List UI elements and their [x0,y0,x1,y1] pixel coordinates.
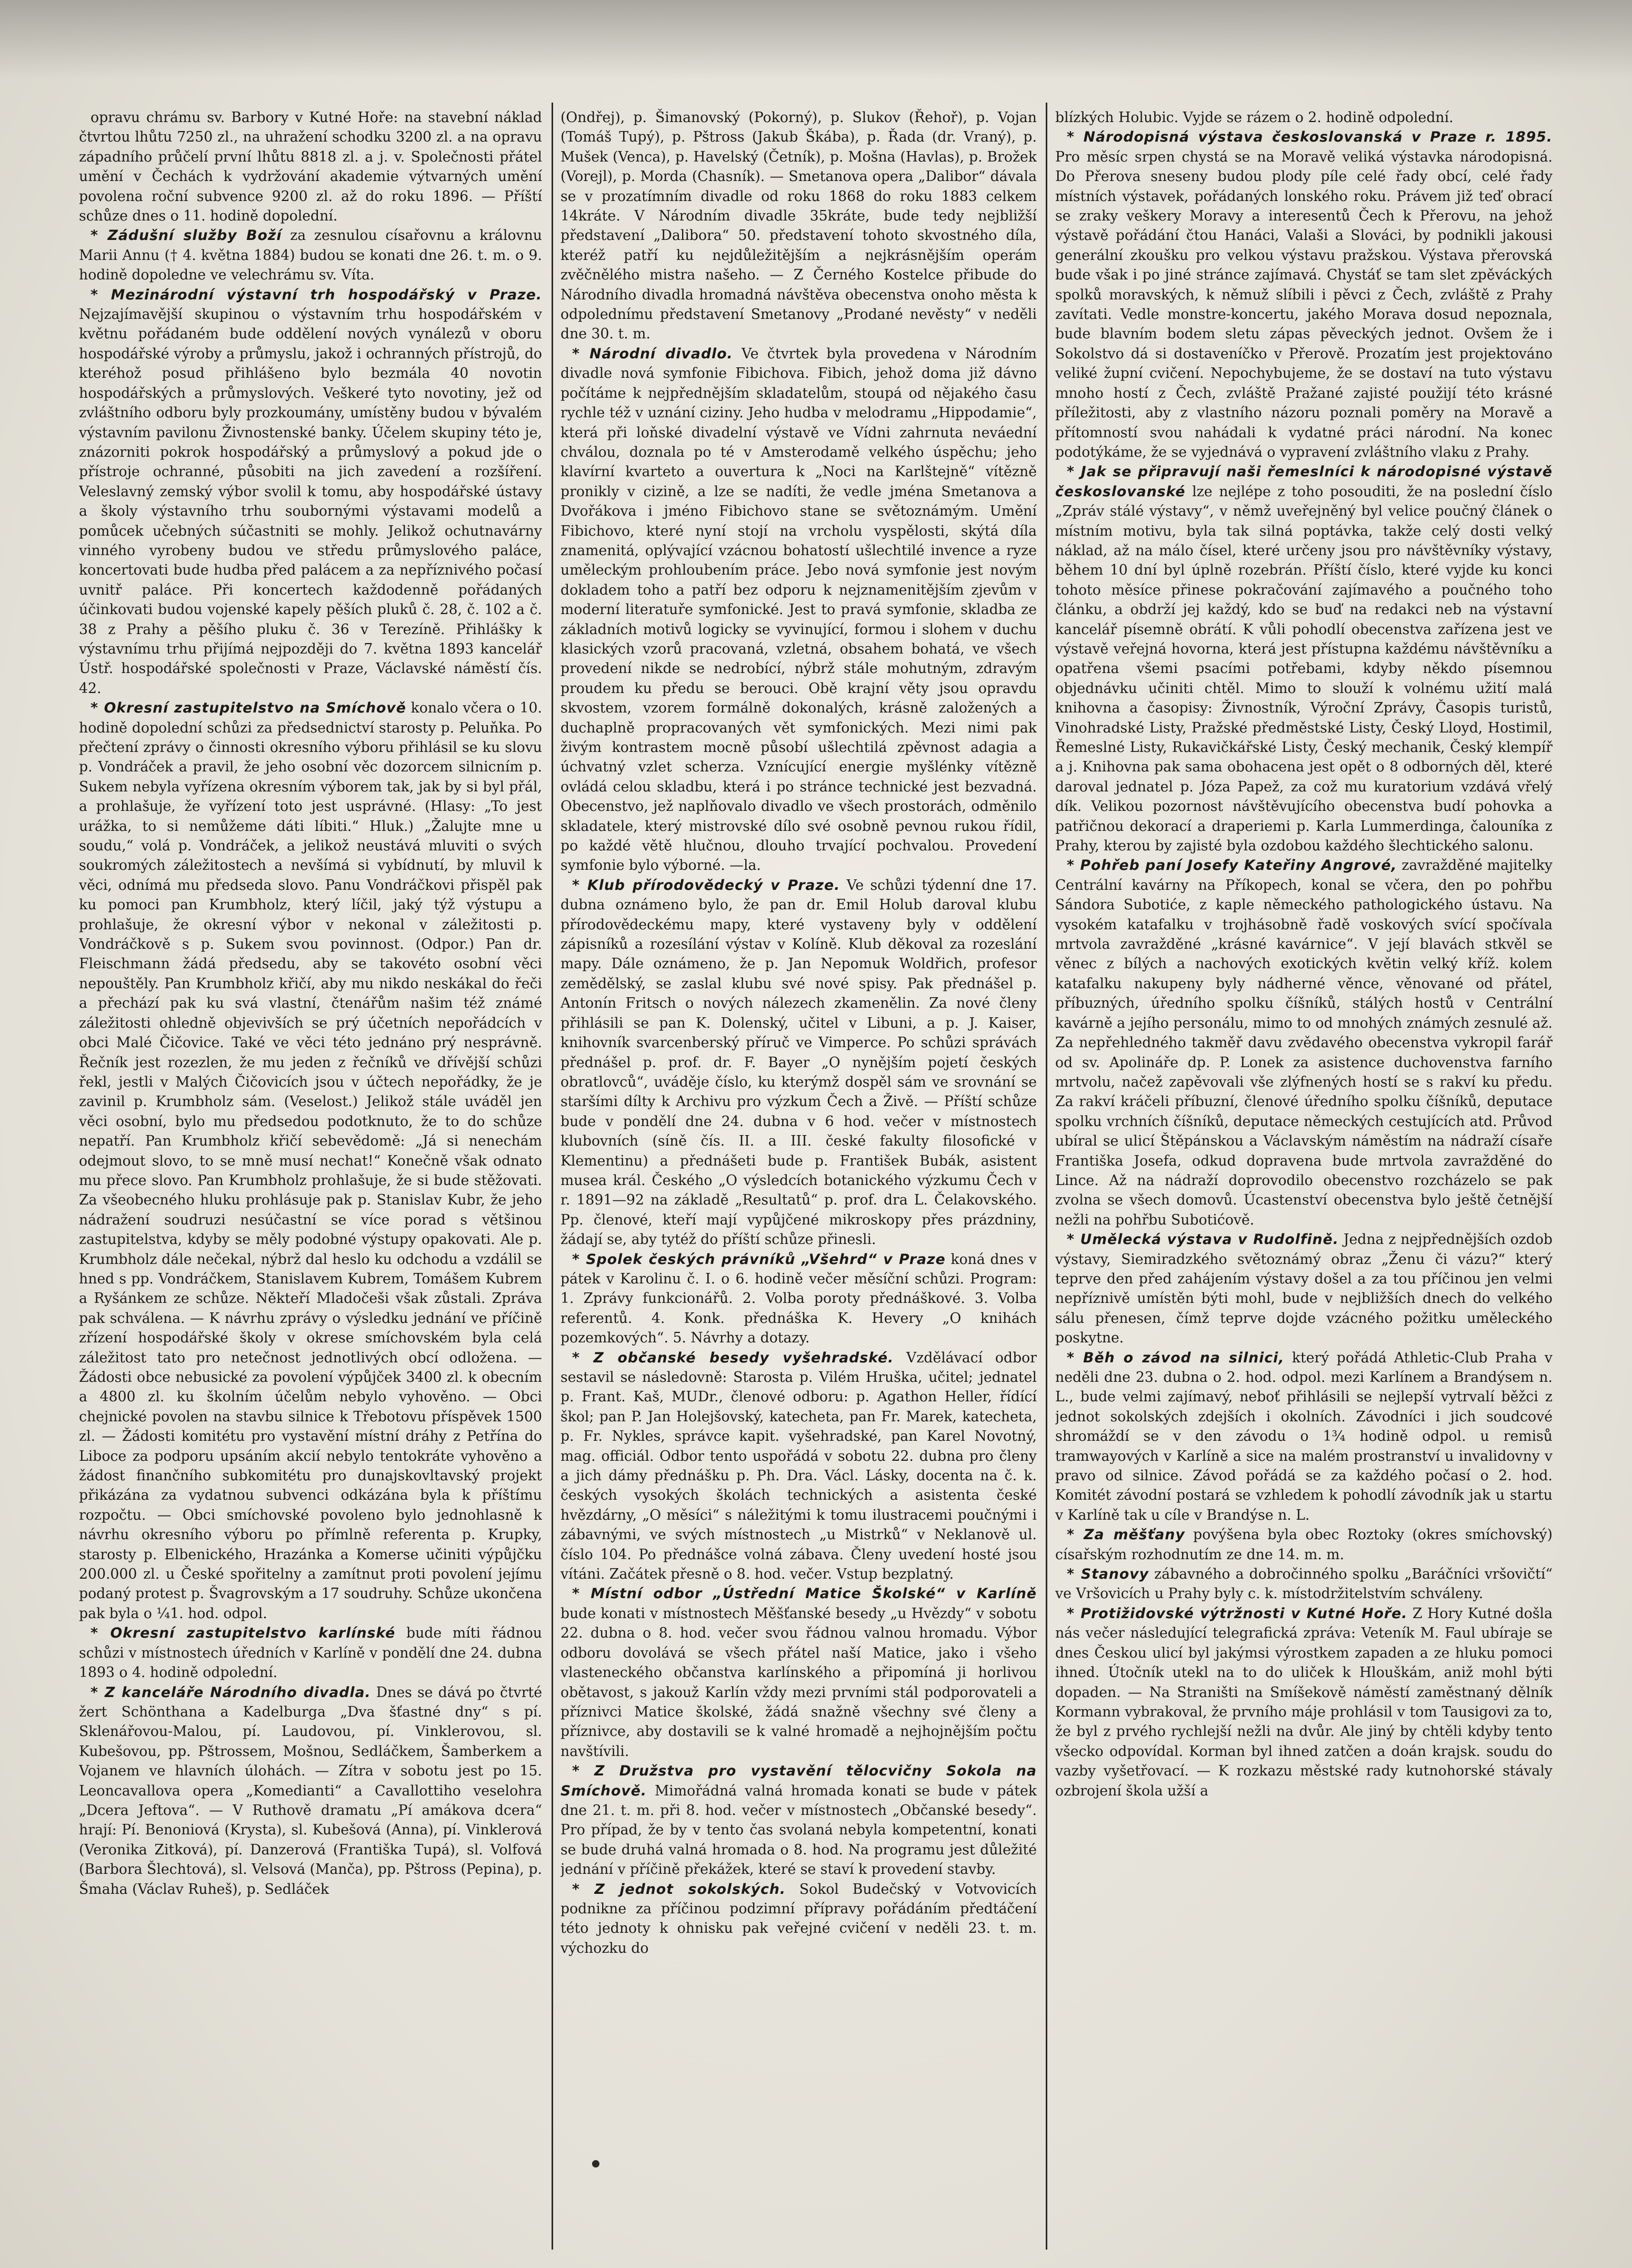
news-item [560,1584,1037,1761]
news-item [560,1880,1037,1959]
news-item [1055,108,1553,127]
news-item [1055,462,1553,856]
news-item [560,1250,1037,1348]
news-item-heading: * Okresní zastupitelstvo na Smíchově [91,700,406,717]
news-item [79,285,542,699]
news-item-text: Nejzajímavější skupinou o výstavním trhu hospodářském v květnu pořádaném bude oddělení nových vynálezů v oboru hospodářské výroby a průmyslu, jakož i ochranných přístrojů, do kteréhož posud přihlášeno bylo bezmála 40 novotin hospodářských a průmyslových. Veškeré tyto novotiny, jež od zvláštního odboru byly prozkoumány, umístěny budou v bývalém výstavním pavilonu Živnostenské banky. Účelem skupiny této je, znázorniti pokrok hospodářský a průmyslový a pokud jde o přístroje ochranné, působiti na jich zavedení a rozšíření. Veleslavný zemský výbor svolil k tomu, aby hospodářské ústavy a školy výstavního trhu soubornými výstavami modelů a pomůcek učebných súčastniti se mohly. Jelikož ochutnavárny vinného vyrobeny budou ve středu průmyslového paláce, koncertovati bude hudba před palácem a za nepříznivého počasí uvnitř paláce. Při koncertech každodenně pořádaných účinkovati budou vojenské kapely pěších pluků č. 28, č. 102 a č. 38 z Prahy a pěšího pluku č. 36 v Terezíně. Přihlášky k výstavnímu trhu přijímá nejpozději do 7. května 1893 kancelář Ústř. hospodářské společnosti v Praze, Václavské náměstí čís. 42. [79,306,542,697]
news-item-text: za zesnulou císařovnu a královnu Marii Annu († 4. května 1884) budou se konati dne 26. t. m. o 9. hodině dopoledne ve velechrámu sv. Víta. [79,227,542,284]
news-item [79,226,542,285]
news-item [79,1683,542,1899]
news-item-heading: * Spolek českých právníků „Všehrd“ v Praze [572,1251,946,1268]
news-item [1055,1230,1553,1348]
news-item-text: Vzdělávací odbor sestavil se následovně: Starosta p. Vilém Hruška, učitel; jednatel p. Frant. Kaš, MUDr., členové odboru: p. Agathon Heller, řídící škol; pan P. Jan Holejšovský, katecheta, pan Fr. Marek, katecheta, p. Fr. Nykles, správce kapit. vyšehradské, pan Karel Novotný, mag. officiál. Odbor tento uspořádá v sobotu 22. dubna pro členy a jich dámy přednášku p. Ph. Dra. Václ. Lásky, docenta na č. k. českých vysokých školách technických a asistenta české hvězdárny, „O měsíci“ s náležitými k tomu ilustracemi poučnými i zábavnými, ve svých místnostech „u Mistrků“ v Neklanově ul. číslo 104. Po přednášce volná zábava. Členy uvedení hosté jsou vítáni. Začátek přesně o 8. hod. večer. Vstup bezplatný. [560,1349,1037,1583]
news-item-text: konalo včera o 10. hodině dopolední schůzi za předsednictví starosty p. Peluňka. Po přečtení zprávy o činnosti okresního výboru přihlásil se ku slovu p. Vondráček a pravil, že jeho osobní věc dozorcem silnicním p. Sukem nebyla vyřízena okresním výborem tak, jak by si byl přál, a prohlašuje, že vyřízení toto jest usprávné. (Hlasy: „To jest urážka, to si nemůžeme dáti líbiti.“ Hluk.) „Žalujte mne u soudu,“ volá p. Vondráček, a jelikož neustává mluviti o svých soukromých záležitostech a nevšímá si vybídnutí, by mluvil k věci, odnímá mu předseda slovo. Panu Vondráčkovi přispěl pak ku pomoci pan Krumbholz, který líčil, jaký týž výstupu a prohlašuje, že okresní výbor v nekonal v záležitosti p. Vondráčkově s p. Sukem svou povinnost. (Odpor.) Pan dr. Fleischmann žádá předsedu, aby se takovéto osobní věci nepouštěly. Pan Krumbholz křičí, aby mu nikdo neskákal do řeči a přechází pak ku svá vlastní, čtenářům našim též známé záležitosti ohledně objevivších se prý účetních nepořádcích v obci Malé Čičovice. Také ve věci této jednáno prý nesprávně. Řečník jest rozezlen, že mu jeden z řečníků ve dřívější schůzi řekl, jestli v Malých Čičovicích jsou v účtech nepořádky, že je zavinil p. Krumbholz sám. (Veselost.) Jelikož stále uváděl jen věci osobní, bylo mu předsedou podotknuto, že to do schůze nepatří. Pan Krumbholz křičí sebevědomě: „Já si nenechám odejmout slovo, to se mně musí nechat!“ Konečně však odnato mu přece slovo. Pan Krumbholz prohlašuje, že si bude stěžovati. Za všeobecného hluku prohlásuje pak p. Stanislav Kubr, že jeho nádražení soudruzi nesúčastní se více porad s většinou zastupitelstva, kdyby se měly podobné výstupy opakovati. Ale p. Krumbholz dále nečekal, nýbrž dal heslo ku odchodu a vzdálil se hned s pp. Vondráčkem, Stanislavem Kubrem, Tomášem Kubrem a Ryšánkem ze schůze. Někteří Mladočeši však zůstali. Zpráva pak schválena. — K návrhu zprávy o výsledku jednání ve příčině zřízení hospodářské školy v okrese smíchovském byla celá záležitost tato pro netečnost jednotlivých obcí odložena. — Žádosti obce nebusické za povolení výpůjček 3400 zl. k obecním a 4800 zl. ku školním účelům nebylo vyhověno. — Obci chejnické povolen na stavbu silnice k Třebotovu příspěvek 1500 zl. — Žádosti komitétu pro vystavění místní dráhy z Petřína do Liboce za podporu upsáním akcií nebylo tentokráte vyhověno a žádost finančního subkomitétu pro dunajskovltavský projekt přikázána za vydatnou subvenci odkázána byla k příštímu rozpočtu. — Obci smíchovské povoleno bylo jednohlasně k návrhu okresního výboru po přímlně referenta p. Krupky, starosty p. Elbenického, Hrazánka a Komerse učiniti výpůjčku 200.000 zl. u České spořitelny a zamítnut proti povolení jejímu podaný protest p. Švagrovským a 17 soudruhy. Schůze ukončena pak byla o ¼1. hod. odpol. [79,700,542,1622]
news-item [79,1623,542,1682]
news-column-2 [560,108,1037,2239]
news-item-heading: * Stanovy [1067,1566,1149,1583]
news-item-text: (Ondřej), p. Šimanovský (Pokorný), p. Slukov (Řehoř), p. Vojan (Tomáš Tupý), p. Pštross (Jakub Škába), p. Řada (dr. Vraný), p. Mušek (Venca), p. Havelský (Četník), p. Mošna (Havlas), p. Brožek (Vorejl), p. Morda (Chasník). — Smetanova opera „Dalibor“ dávala se v prozatímním divadle od roku 1868 do roku 1883 celkem 14kráte. V Národním divadle 35kráte, bude tedy nejbližší představení „Dalibora“ 50. představení tohoto skvostného díla, kteréž patří ku nejdůležitějším a nejkrásnějším operám zvěčnělého mistra našeho. — Z Černého Kostelce přibude do Národního divadla hromadná návštěva obecenstva onoho města k odpolednímu představení Smetanovy „Prodané nevěsty“ v neděli dne 30. t. m. [560,109,1037,343]
news-item-heading: * Místní odbor „Ústřední Matice Školské“ v Karlíně [572,1585,1037,1602]
news-item [560,876,1037,1250]
news-item-text: opravu chrámu sv. Barbory v Kutné Hoře: na stavební náklad čtvrtou lhůtu 7250 zl., na uhražení schodku 3200 zl. a na opravu západního průčelí první lhůtu 8818 zl. a j. v. Společnosti přátel umění v Čechách k vydržování akademie výtvarných umění povolena roční subvence 9200 zl. až do roku 1896. — Příští schůze dnes o 11. hodině dopolední. [79,109,542,225]
news-item-heading: * Běh o závod na silnici, [1067,1349,1285,1366]
news-item [1055,127,1553,462]
news-column-1 [79,108,542,2239]
news-item-heading: * Za měšťany [1067,1527,1185,1543]
news-item-text: zábavného a dobročinného spolku „Baráčníci vršovičtí“ ve Vršovicích u Prahy byly c. k. místodržitelstvím schváleny. [1055,1566,1553,1602]
news-item-text: bude konati v místnostech Měšťanské besedy „u Hvězdy“ v sobotu 22. dubna o 8. hod. večer svou řádnou valnou hromadu. Výbor odboru dovolává se všech přátel naší Matice, jako i všeho vlasteneckého občanstva karlínského a připomíná ji horlivou obětavost, s jakouž Karlín vždy mezi prvními stál podporovateli a příznivci Matice školské, žádá snažně všechny své členy a příznivce, aby dostavili se k valné hromadě a nejhojnějším počtu navštívili. [560,1605,1037,1760]
news-item-heading: * Protižidovské výtržnosti v Kutné Hoře. [1067,1605,1408,1622]
scan-edge-shadow [0,0,1632,79]
news-item-heading: * Klub přírodovědecký v Praze. [572,877,840,894]
news-item-heading: * Z jednot sokolských. [572,1881,786,1898]
news-column-3 [1055,108,1553,2239]
news-item-heading: * Národopisná výstava českoslovanská v Praze r. 1895. [1067,129,1553,146]
news-item-text: Z Hory Kutné došla nás večer následující telegrafická zpráva: Veteník M. Faul ubíraje se dnes Českou ulicí byl jakýmsi výrostkem zapaden a ze hluku pomoci ihned. Útočník utekl na to do uliček k Hlouškám, aniž mohl býti dopaden. — Na Straništi na Smíšekově náměstí zaměstnaný dělník Kormann vybrakoval, že prvního máje prohlásil v tom Tausigovi za to, že byl z prvého rychlejší nežli na dvůr. Ale jiný by chtěli kdyby tento všecko odpovídal. Korman byl ihned zatčen a doán krajsk. soudu do vazby vyšetřovací. — K rozkazu městské rady kutnohorské stávaly ozbrojení škola užší a [1055,1605,1553,1799]
news-item [79,698,542,1623]
news-item-text: který pořádá Athletic-Club Praha v neděli dne 23. dubna o 2. hod. odpol. mezi Karlínem a Brandýsem n. L., bude velmi zajímavý, neboť přihlásili se nejlepší vytrvalí běžci z jednot sokolských zdejších i okolních. Závodníci i jich soudcové shromáždí se v den závodu o 1¾ hodině odpol. u remisů tramwayových v Karlíně a sice na malém prostranství u invalidovny v pravo od silnice. Závod pořádá se za každého počasí o 2. hod. Komitét závodní postará se vzhledem k pohodlí závodník jak u startu v Karlíně tak u cíle v Brandýse n. L. [1055,1349,1553,1523]
news-item-text: Jedna z nejpřednějších ozdob výstavy, Siemiradzkého světoznámý obraz „Ženu či vázu?“ který teprve den před zahájením výstavy došel a za tou příčinou jen velmi nepříznivě umístěn býti mohl, bude v nejbližších dnech do velkého sálu přenesen, čímž teprve dojde vzácného požitku uměleckého poskytne. [1055,1231,1553,1347]
news-item [1055,1564,1553,1604]
news-item [560,344,1037,876]
news-item-heading: * Pohřeb paní Josefy Kateřiny Angrové, [1067,857,1397,874]
news-item [560,1348,1037,1584]
news-item-text: lze nejlépe z toho posouditi, že na poslední číslo „Zpráv stálé výstavy“, v němž uveřejněný byl velice poučný článek o místním motivu, byla tak silná poptávka, takže celý dosti velký náklad, až na málo čísel, které určeny jsou pro návštěvníky výstavy, během 10 dní byl úplně rozebrán. Příští číslo, které vyjde ku konci tohoto měsíce přinese pokračování zajímavého a poučného toho článku, a obdrží jej každý, kdo se buď na redakci neb na výstavní kancelář písemně obrátí. K vůli pohodlí obecenstva zařízena jest ve výstavě veřejná hovorna, která jest přístupna každému návštěvníku a opatřena všemi psacími potřebami, kdyby někdo písemnou objednávku učiniti chtěl. Mimo to slouží k volnému užití malá knihovna a časopisy: Živnostník, Výroční Zprávy, Časopis turistů, Vinohradské Listy, Pražské předměstské Listy, Český Lloyd, Hostimil, Řemeslné Listy, Rukavičkářské Listy, Český mechanik, Český klempíř a j. Knihovna pak sama obohacena jest opět o 8 odborných děl, které daroval jednatel p. Józa Papež, za což mu kuratorium vzdává vřelý dík. Velikou pozornost návštěvujícího obecenstva budí pohovka a patřičnou dekorací a draperiemi p. Karla Lummerdinga, čalouníka z Prahy, kterou by zajisté byla ozdobou každého šlechtického salonu. [1055,483,1553,855]
news-item-text: Mimořádná valná hromada konati se bude v pátek dne 21. t. m. při 8. hod. večer v místnostech „Občanské besedy“. Pro případ, že by v tento čas svolaná nebyla kompetentní, konati se bude druhá valná hromada o 8. hod. Na programu jest důležité jednání v příčině překážek, které se staví k provedení stavby. [560,1782,1037,1878]
news-item-heading: * Národní divadlo. [572,345,733,362]
news-item-heading: * Z občanské besedy vyšehradské. [572,1349,894,1366]
news-item-text: bude míti řádnou schůzi v místnostech úředních v Karlíně v pondělí dne 24. dubna 1893 o 4. hodině odpolední. [79,1625,542,1681]
news-item-heading: * Zádušní služby Boží [91,227,282,244]
news-item [79,108,542,226]
news-item [1055,1525,1553,1564]
news-columns [79,108,1558,2244]
news-item-text: Sokol Budečský v Votvovicích podnikne za příčinou podzimní přípravy pořádáním předtáčení této jednoty k ohnisku pak veřejné cvičení v neděli 23. t. m. výchozku do [560,1881,1037,1956]
news-item [1055,1348,1553,1526]
news-item-text: Dnes se dává po čtvrté žert Schönthana a Kadelburga „Dva šťastné dny“ s pí. Sklenářovou-Malou, pí. Laudovou, pí. Vinklerovou, sl. Kubešovou, pp. Pštrossem, Mošnou, Sedláčkem, Šamberkem a Vojanem ve hlavních úlohách. — Zítra v sobotu jest po 15. Leoncavallova opera „Komedianti“ a Cavallottiho veselohra „Dcera Jeftova“. — V Ruthově dramatu „Pí amákova dcera“ hrají: Pí. Benoniová (Krysta), sl. Kubešová (Anna), pí. Vinklerová (Veronika Zitková), pí. Danzerová (Františka Tupá), sl. Volfová (Barbora Šlechtová), sl. Velsová (Manča), pp. Pštross (Pepina), p. Šmaha (Václav Ruheš), p. Sedláček [79,1684,542,1898]
news-item-text: Ve schůzi týdenní dne 17. dubna oznámeno bylo, že pan dr. Emil Holub daroval klubu přírodovědeckému mapy, které vystaveny byly v oddělení zápisníků a rozesílání výstav v Kolíně. Klub děkoval za rozeslání mapy. Dále oznámeno, že p. Jan Nepomuk Woldřich, profesor zemědělský, se zaslal klubu své nové spisy. Pak přednášel p. Antonín Fritsch o nových nálezech zkamenělin. Za nové členy přihlásili se pan K. Dolenský, učitel v Libuni, a p. J. Kaiser, knihovník svarcenberský příruč ve Vimperce. Po schůzi správách přednášel p. prof. dr. F. Bayer „O nynějším pojetí českých obratlovců“, uváděje číslo, ku kterýmž dospěl sám ve srovnání se staršími dílty k Archivu pro výzkum Čech a Živě. — Příští schůze bude v pondělí dne 24. dubna v 6 hod. večer v místnostech klubovních (síně čís. II. a III. české fakulty filosofické v Klementinu) a přednášeti bude p. František Bubák, asistent musea král. Českého „O výsledcích botanického výzkumu Čech v r. 1891—92 na základě „Resultatů“ p. prof. dra L. Čelakovského. Pp. členové, kteří mají vypůjčené mikroskopy přes prázdniny, žádají se, aby tytéž do příští schůze přinesli. [560,877,1037,1248]
news-item-text: koná dnes v pátek v Karolinu č. I. o 6. hodině večer měsíční schůzi. Program: 1. Zprávy funkcionářů. 2. Volba poroty přednáškové. 3. Volba referentů. 4. Konk. přednáška K. Hevery „O knihách pozemkových“. 5. Návrhy a dotazy. [560,1251,1037,1347]
news-item-heading: * Jak se připravují naši řemeslníci k národopisné výstavě českoslovanské [1055,464,1553,500]
news-item [560,1761,1037,1879]
news-item-heading: * Z kanceláře Národního divadla. [91,1684,371,1701]
news-item-heading: * Mezinárodní výstavní trh hospodářský v Praze. [91,286,542,303]
news-item-heading: * Okresní zastupitelstvo karlínské [91,1625,396,1642]
news-item-heading: * Z Družstva pro vystavění tělocvičny Sokola na Smíchově. [560,1763,1037,1799]
news-item [560,108,1037,344]
news-item-text: Ve čtvrtek byla provedena v Národním divadle nová symfonie Fibichova. Fibich, jehož doma již dávno počítáme k nejpřednějším skladatelům, stoupá od nějakého času rychle též v uznání ciziny. Jeho hudba v melodramu „Hippodamie“, která při loňské divadelní výstavě ve Vídni zahrnuta neváední chválou, doznala po té v Amsterodamě velkého úspěchu; jeho klavírní kvarteto a ouvertura k „Noci na Karlštejně“ vítězně pronikly v cizině, a lze se nadíti, že vedle jména Smetanova a Dvořákova i jméno Fibichovo stane se světoznámým. Umění Fibichovo, které nyní stojí na vrcholu vyspělosti, skýtá díla znamenitá, oplývající vzácnou bohatostí ušlechtilé invence a ryze uměleckým prohloubením práce. Jebo nová symfonie jest novým dokladem toho a patří bez odporu k nejznamenitějším zjevům v moderní literatuře symfonické. Jest to pravá symfonie, skladba ze základních motivů logicky se vyvinující, formou i slohem v duchu klasických vzorů pracovaná, vzletná, obsahem bohatá, ve všech provedení nikde se nedrobící, nýbrž stále mohutným, zdravým proudem ku předu se berouci. Obě krajní věty jsou opravdu skvostem, vzorem formálně dokonalých, krásně založených a duchaplně propracovaných vět symfonických. Mezi nimi pak živým kontrastem mocně působí ušlechtilá zpěvnost adagia a úchvatný vzlet scherza. Vznícující energie myšlénky vítězně ovládá celou skladbu, která i po stránce technické jest bezvadná. Obecenstvo, jež naplňovalo divadlo ve všech prostorách, odměnilo skladatele, který mistrovské dílo své osobně pevnou rukou řídil, po každé větě hlučnou, dlouho trvající pochvalou. Provedení symfonie bylo výborné. —la. [560,345,1037,874]
print-dot [592,2160,599,2167]
news-item [1055,1604,1553,1801]
news-item-text: Pro měsíc srpen chystá se na Moravě veliká výstavka národopisná. Do Přerova sneseny budou plody píle celé řady obcí, celé řady místních výstavek, pořádaných lonského roku. Právem již teď obrací se zraky veškery Moravy a interesentů Čech k Přerovu, na jehož výstavě pořádání čtou Hanáci, Valaši a Slováci, by podnikli jakousi generální zkoušku pro velkou výstavu pražskou. Výstava přerovská bude však i po jiné stránce zajímavá. Chystáť se tam slet zpěváckých spolků moravských, k němuž slíbili i pěvci z Čech, zvláště z Prahy zavítati. Vedle monstre-koncertu, jakého Morava dosud nepoznala, bude blavním bodem sletu zápas pěveckých jednot. Ovšem že i Sokolstvo dá si dostaveníčko v Přerově. Prozatím jest projektováno veliké župní cvičení. Nepochybujeme, že se dostaví na tuto výstavu mnoho hostí z Čech, zvláště Pražané zajisté použijí této krásné příležitosti, aby z vlastního názoru poznali poměry na Moravě a přítomností svou nahádali k vydatné práci národní. Na konec podotýkáme, že se vyjednává o vypravení zvláštního vlaku z Prahy. [1055,148,1553,460]
news-item-text: zavražděné majitelky Centrální kavárny na Příkopech, konal se včera, den po pohřbu Sándora Subotiće, z kaple německého pathologického ústavu. Na vysokém katafalku v trojhásobně řadě voskových svící spočívala mrtvola zavražděné „krásné kavárnice“. V její blavách stkvěl se věnec z bílých a nachových exotických květin velký kříž. kolem katafalku nakupeny byly nádherné věnce, věnované od přátel, příbuzných, úředního spolku číšníků, stálých hostů v Centrální kavárně a jejího personálu, mimo to od mnohých známých zesnulé až. Za nepřehledného takměř davu zvědavého obecenstva vykropil farář od sv. Apolináře dp. P. Lonek za asistence duchovenstva farního mrtvolu, načež zapěvovali vše zlýfnených hostí se s rakví ku předu. Za rakví kráčeli příbuzní, členové úředního spolku číšníků, deputace spolku vrchních číšníků, deputace německých cestujících atd. Průvod ubíral se ulicí Štěpánskou a Václavským náměstím na nádraží císaře Františka Josefa, odkud dopravena bude mrtvola zavražděné do Lince. Až na nádraží doprovodilo obecenstvo rozcházelo se pak zvolna se všech domovů. Úcastenství obecenstva bylo ještě četnější nežli na pohřbu Subotićově. [1055,857,1553,1228]
news-item-text: blízkých Holubic. Vyjde se rázem o 2. hodině odpolední. [1055,109,1454,126]
news-item [1055,856,1553,1230]
news-item-heading: * Umělecká výstava v Rudolfině. [1067,1231,1339,1248]
news-item-text: povýšena byla obec Roztoky (okres smíchovský) císařským rozhodnutím ze dne 14. m. m. [1055,1527,1553,1563]
